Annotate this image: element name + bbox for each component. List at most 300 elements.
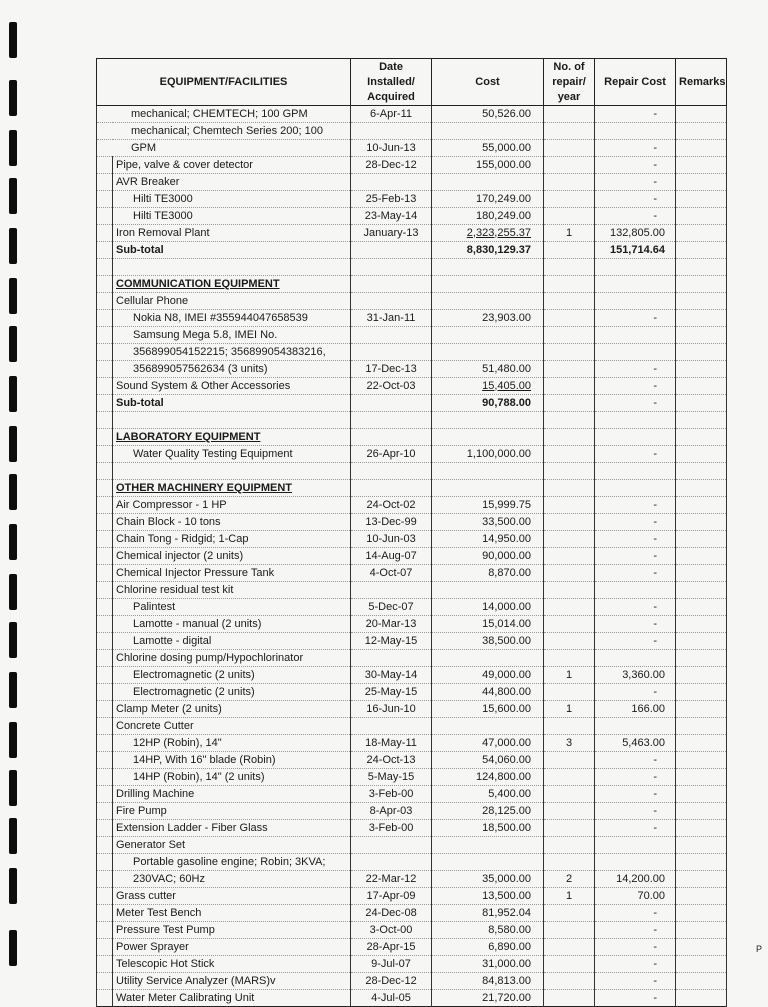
cost-cell	[432, 837, 544, 854]
indent-cell	[97, 446, 113, 463]
remarks-cell	[676, 922, 727, 939]
indent-cell	[97, 616, 113, 633]
repair-count-cell	[544, 293, 595, 310]
remarks-cell	[676, 480, 727, 497]
repair-cost-cell	[595, 276, 676, 293]
date-cell: 9-Jul-07	[351, 956, 432, 973]
repair-cost-cell: -	[595, 310, 676, 327]
date-cell	[351, 463, 432, 480]
indent-cell	[97, 293, 113, 310]
date-cell	[351, 123, 432, 140]
remarks-cell	[676, 650, 727, 667]
repair-count-cell	[544, 395, 595, 412]
cost-cell: 6,890.00	[432, 939, 544, 956]
indent-cell	[97, 531, 113, 548]
equipment-cell: Portable gasoline engine; Robin; 3KVA;	[113, 854, 351, 871]
equipment-cell: Chemical injector (2 units)	[113, 548, 351, 565]
repair-count-cell	[544, 565, 595, 582]
repair-cost-cell: -	[595, 786, 676, 803]
cost-cell	[432, 718, 544, 735]
table-row	[97, 684, 727, 701]
date-cell: 16-Jun-10	[351, 701, 432, 718]
repair-count-cell	[544, 820, 595, 837]
equipment-cell	[113, 259, 351, 276]
binder-hole	[9, 80, 17, 116]
equipment-cell: 356899054152215; 356899054383216,	[113, 344, 351, 361]
equipment-cell: LABORATORY EQUIPMENT	[113, 429, 351, 446]
table-row	[97, 905, 727, 922]
repair-cost-cell	[595, 650, 676, 667]
remarks-cell	[676, 990, 727, 1007]
equipment-cell: Extension Ladder - Fiber Glass	[113, 820, 351, 837]
table-row	[97, 327, 727, 344]
remarks-cell	[676, 157, 727, 174]
equipment-cell: Drilling Machine	[113, 786, 351, 803]
table-row	[97, 514, 727, 531]
cost-cell: 14,950.00	[432, 531, 544, 548]
remarks-cell	[676, 446, 727, 463]
repair-count-cell	[544, 310, 595, 327]
remarks-cell	[676, 395, 727, 412]
cost-cell: 15,600.00	[432, 701, 544, 718]
repair-count-cell	[544, 956, 595, 973]
repair-cost-cell: -	[595, 208, 676, 225]
cost-cell: 47,000.00	[432, 735, 544, 752]
repair-cost-cell	[595, 412, 676, 429]
date-cell	[351, 242, 432, 259]
equipment-cell: Fire Pump	[113, 803, 351, 820]
date-cell	[351, 276, 432, 293]
repair-count-cell	[544, 939, 595, 956]
binder-hole	[9, 818, 17, 854]
repair-cost-cell: -	[595, 446, 676, 463]
indent-cell	[97, 684, 113, 701]
indent-cell	[97, 769, 113, 786]
equipment-cell: Chain Tong - Ridgid; 1-Cap	[113, 531, 351, 548]
date-cell: 10-Jun-13	[351, 140, 432, 157]
indent-cell	[97, 378, 113, 395]
binder-hole	[9, 326, 17, 362]
header-remarks: Remarks	[676, 59, 727, 106]
table-row	[97, 429, 727, 446]
header-date: Date Installed/ Acquired	[351, 59, 432, 106]
equipment-cell: 230VAC; 60Hz	[113, 871, 351, 888]
table-row	[97, 922, 727, 939]
repair-count-cell	[544, 208, 595, 225]
equipment-cell: Iron Removal Plant	[113, 225, 351, 242]
repair-cost-cell: -	[595, 616, 676, 633]
repair-cost-cell: -	[595, 174, 676, 191]
cost-cell: 55,000.00	[432, 140, 544, 157]
cost-cell: 81,952.04	[432, 905, 544, 922]
page-mark: P	[756, 944, 763, 954]
table-row	[97, 871, 727, 888]
repair-count-cell	[544, 446, 595, 463]
remarks-cell	[676, 871, 727, 888]
repair-cost-cell	[595, 582, 676, 599]
indent-cell	[97, 854, 113, 871]
cost-cell: 1,100,000.00	[432, 446, 544, 463]
repair-count-cell	[544, 616, 595, 633]
indent-cell	[97, 395, 113, 412]
equipment-cell: Sub-total	[113, 395, 351, 412]
table-row	[97, 803, 727, 820]
repair-cost-cell: 5,463.00	[595, 735, 676, 752]
date-cell: 3-Feb-00	[351, 786, 432, 803]
table-header-row	[97, 59, 727, 106]
date-cell: 8-Apr-03	[351, 803, 432, 820]
date-cell: 20-Mar-13	[351, 616, 432, 633]
indent-cell	[97, 820, 113, 837]
repair-cost-cell: -	[595, 803, 676, 820]
repair-count-cell: 1	[544, 888, 595, 905]
equipment-cell: Lamotte - manual (2 units)	[113, 616, 351, 633]
cost-cell: 2,323,255.37	[432, 225, 544, 242]
repair-cost-cell	[595, 718, 676, 735]
cost-cell	[432, 412, 544, 429]
repair-cost-cell: -	[595, 191, 676, 208]
remarks-cell	[676, 599, 727, 616]
repair-cost-cell	[595, 123, 676, 140]
indent-cell	[97, 939, 113, 956]
remarks-cell	[676, 888, 727, 905]
cost-cell: 28,125.00	[432, 803, 544, 820]
repair-count-cell	[544, 378, 595, 395]
equipment-table	[96, 58, 727, 1007]
date-cell: 5-Dec-07	[351, 599, 432, 616]
table-row	[97, 208, 727, 225]
repair-count-cell	[544, 361, 595, 378]
header-repair-cost: Repair Cost	[595, 59, 676, 106]
table-row	[97, 752, 727, 769]
table-row	[97, 854, 727, 871]
remarks-cell	[676, 140, 727, 157]
repair-cost-cell: 3,360.00	[595, 667, 676, 684]
cost-cell	[432, 123, 544, 140]
remarks-cell	[676, 531, 727, 548]
date-cell: 3-Oct-00	[351, 922, 432, 939]
remarks-cell	[676, 259, 727, 276]
date-cell: 5-May-15	[351, 769, 432, 786]
repair-count-cell	[544, 922, 595, 939]
repair-cost-cell	[595, 480, 676, 497]
date-cell	[351, 327, 432, 344]
table-row	[97, 259, 727, 276]
repair-count-cell	[544, 344, 595, 361]
repair-cost-cell: -	[595, 922, 676, 939]
binder-holes	[0, 0, 40, 983]
repair-cost-cell: -	[595, 106, 676, 123]
cost-cell: 13,500.00	[432, 888, 544, 905]
remarks-cell	[676, 582, 727, 599]
repair-count-cell	[544, 905, 595, 922]
cost-cell: 35,000.00	[432, 871, 544, 888]
table-row	[97, 378, 727, 395]
indent-cell	[97, 599, 113, 616]
table-row	[97, 820, 727, 837]
repair-count-cell: 3	[544, 735, 595, 752]
date-cell: 25-May-15	[351, 684, 432, 701]
remarks-cell	[676, 293, 727, 310]
repair-cost-cell	[595, 837, 676, 854]
repair-cost-cell	[595, 293, 676, 310]
equipment-cell	[113, 463, 351, 480]
indent-cell	[97, 803, 113, 820]
equipment-cell	[113, 412, 351, 429]
remarks-cell	[676, 786, 727, 803]
table-row	[97, 599, 727, 616]
indent-cell	[97, 871, 113, 888]
repair-cost-cell: -	[595, 548, 676, 565]
repair-cost-cell: -	[595, 497, 676, 514]
remarks-cell	[676, 497, 727, 514]
table-row	[97, 718, 727, 735]
repair-count-cell	[544, 752, 595, 769]
table-row	[97, 548, 727, 565]
remarks-cell	[676, 412, 727, 429]
repair-count-cell	[544, 973, 595, 990]
remarks-cell	[676, 378, 727, 395]
repair-cost-cell: -	[595, 633, 676, 650]
binder-hole	[9, 574, 17, 610]
table-row	[97, 310, 727, 327]
repair-cost-cell	[595, 327, 676, 344]
table-row	[97, 123, 727, 140]
remarks-cell	[676, 123, 727, 140]
repair-count-cell	[544, 854, 595, 871]
indent-cell	[97, 225, 113, 242]
repair-count-cell	[544, 106, 595, 123]
indent-cell	[97, 667, 113, 684]
table-row	[97, 667, 727, 684]
indent-cell	[97, 990, 113, 1007]
date-cell: 4-Oct-07	[351, 565, 432, 582]
date-cell: 10-Jun-03	[351, 531, 432, 548]
indent-cell	[97, 157, 113, 174]
table-row	[97, 463, 727, 480]
repair-count-cell	[544, 548, 595, 565]
equipment-cell: Clamp Meter (2 units)	[113, 701, 351, 718]
repair-cost-cell: -	[595, 565, 676, 582]
equipment-cell: Pressure Test Pump	[113, 922, 351, 939]
cost-cell: 49,000.00	[432, 667, 544, 684]
remarks-cell	[676, 106, 727, 123]
equipment-cell: 14HP, With 16" blade (Robin)	[113, 752, 351, 769]
remarks-cell	[676, 361, 727, 378]
repair-count-cell	[544, 786, 595, 803]
cost-cell: 44,800.00	[432, 684, 544, 701]
indent-cell	[97, 905, 113, 922]
cost-cell	[432, 582, 544, 599]
repair-cost-cell: -	[595, 531, 676, 548]
remarks-cell	[676, 225, 727, 242]
equipment-cell: GPM	[97, 140, 351, 157]
remarks-cell	[676, 837, 727, 854]
indent-cell	[97, 888, 113, 905]
repair-count-cell: 2	[544, 871, 595, 888]
cost-cell: 50,526.00	[432, 106, 544, 123]
cost-cell	[432, 327, 544, 344]
equipment-cell: Hilti TE3000	[113, 208, 351, 225]
remarks-cell	[676, 803, 727, 820]
date-cell: 28-Apr-15	[351, 939, 432, 956]
repair-cost-cell: -	[595, 820, 676, 837]
equipment-cell: Generator Set	[113, 837, 351, 854]
binder-hole	[9, 672, 17, 708]
table-row	[97, 344, 727, 361]
date-cell	[351, 259, 432, 276]
indent-cell	[97, 922, 113, 939]
repair-count-cell	[544, 650, 595, 667]
binder-hole	[9, 376, 17, 412]
remarks-cell	[676, 684, 727, 701]
cost-cell: 18,500.00	[432, 820, 544, 837]
repair-cost-cell: -	[595, 769, 676, 786]
binder-hole	[9, 228, 17, 264]
repair-cost-cell: 14,200.00	[595, 871, 676, 888]
binder-hole	[9, 130, 17, 166]
indent-cell	[97, 973, 113, 990]
date-cell: 22-Oct-03	[351, 378, 432, 395]
binder-hole	[9, 178, 17, 214]
repair-count-cell	[544, 769, 595, 786]
indent-cell	[97, 718, 113, 735]
indent-cell	[97, 480, 113, 497]
equipment-cell: Sound System & Other Accessories	[113, 378, 351, 395]
table-row	[97, 701, 727, 718]
indent-cell	[97, 276, 113, 293]
remarks-cell	[676, 208, 727, 225]
repair-cost-cell: -	[595, 395, 676, 412]
date-cell	[351, 395, 432, 412]
binder-hole	[9, 622, 17, 658]
table-row	[97, 395, 727, 412]
repair-count-cell	[544, 684, 595, 701]
cost-cell: 8,830,129.37	[432, 242, 544, 259]
cost-cell: 90,000.00	[432, 548, 544, 565]
date-cell	[351, 854, 432, 871]
date-cell	[351, 837, 432, 854]
date-cell: 24-Oct-02	[351, 497, 432, 514]
table-row	[97, 786, 727, 803]
repair-count-cell	[544, 599, 595, 616]
remarks-cell	[676, 769, 727, 786]
indent-cell	[97, 582, 113, 599]
remarks-cell	[676, 344, 727, 361]
date-cell: 13-Dec-99	[351, 514, 432, 531]
equipment-cell: Chlorine residual test kit	[113, 582, 351, 599]
repair-cost-cell	[595, 344, 676, 361]
remarks-cell	[676, 973, 727, 990]
equipment-cell: Concrete Cutter	[113, 718, 351, 735]
indent-cell	[97, 752, 113, 769]
cost-cell: 31,000.00	[432, 956, 544, 973]
remarks-cell	[676, 854, 727, 871]
equipment-cell: Telescopic Hot Stick	[113, 956, 351, 973]
cost-cell: 14,000.00	[432, 599, 544, 616]
equipment-cell: Electromagnetic (2 units)	[113, 684, 351, 701]
remarks-cell	[676, 735, 727, 752]
table-row	[97, 769, 727, 786]
table-row	[97, 888, 727, 905]
remarks-cell	[676, 242, 727, 259]
repair-cost-cell: -	[595, 599, 676, 616]
table-row	[97, 939, 727, 956]
repair-count-cell	[544, 463, 595, 480]
repair-count-cell	[544, 191, 595, 208]
table-row	[97, 157, 727, 174]
equipment-cell: Air Compressor - 1 HP	[113, 497, 351, 514]
cost-cell: 15,014.00	[432, 616, 544, 633]
remarks-cell	[676, 174, 727, 191]
table-row	[97, 531, 727, 548]
repair-count-cell	[544, 497, 595, 514]
indent-cell	[97, 174, 113, 191]
date-cell	[351, 582, 432, 599]
equipment-cell: Palintest	[113, 599, 351, 616]
repair-cost-cell: -	[595, 140, 676, 157]
remarks-cell	[676, 820, 727, 837]
indent-cell	[97, 242, 113, 259]
cost-cell: 8,870.00	[432, 565, 544, 582]
repair-count-cell	[544, 242, 595, 259]
equipment-cell: OTHER MACHINERY EQUIPMENT	[113, 480, 351, 497]
repair-count-cell	[544, 157, 595, 174]
equipment-cell: Nokia N8, IMEI #355944047658539	[113, 310, 351, 327]
equipment-cell: Utility Service Analyzer (MARS)v	[113, 973, 351, 990]
date-cell	[351, 480, 432, 497]
repair-cost-cell: -	[595, 939, 676, 956]
equipment-cell: Sub-total	[113, 242, 351, 259]
indent-cell	[97, 565, 113, 582]
indent-cell	[97, 837, 113, 854]
repair-count-cell: 1	[544, 225, 595, 242]
binder-hole	[9, 474, 17, 510]
equipment-cell: Chemical Injector Pressure Tank	[113, 565, 351, 582]
repair-cost-cell: -	[595, 157, 676, 174]
table-row	[97, 650, 727, 667]
date-cell: 4-Jul-05	[351, 990, 432, 1007]
repair-cost-cell: 166.00	[595, 701, 676, 718]
repair-count-cell	[544, 837, 595, 854]
date-cell	[351, 174, 432, 191]
table-row	[97, 361, 727, 378]
date-cell: 31-Jan-11	[351, 310, 432, 327]
equipment-cell: AVR Breaker	[113, 174, 351, 191]
cost-cell	[432, 259, 544, 276]
repair-count-cell	[544, 140, 595, 157]
table-row	[97, 633, 727, 650]
repair-count-cell	[544, 412, 595, 429]
date-cell: 22-Mar-12	[351, 871, 432, 888]
remarks-cell	[676, 429, 727, 446]
equipment-cell: 356899057562634 (3 units)	[113, 361, 351, 378]
table-row	[97, 616, 727, 633]
repair-cost-cell: 70.00	[595, 888, 676, 905]
remarks-cell	[676, 327, 727, 344]
repair-count-cell	[544, 633, 595, 650]
binder-hole	[9, 278, 17, 314]
remarks-cell	[676, 939, 727, 956]
table-row	[97, 106, 727, 123]
repair-cost-cell	[595, 854, 676, 871]
equipment-cell: Power Sprayer	[113, 939, 351, 956]
indent-cell	[97, 208, 113, 225]
remarks-cell	[676, 310, 727, 327]
repair-count-cell	[544, 990, 595, 1007]
table-row	[97, 446, 727, 463]
repair-cost-cell: -	[595, 990, 676, 1007]
